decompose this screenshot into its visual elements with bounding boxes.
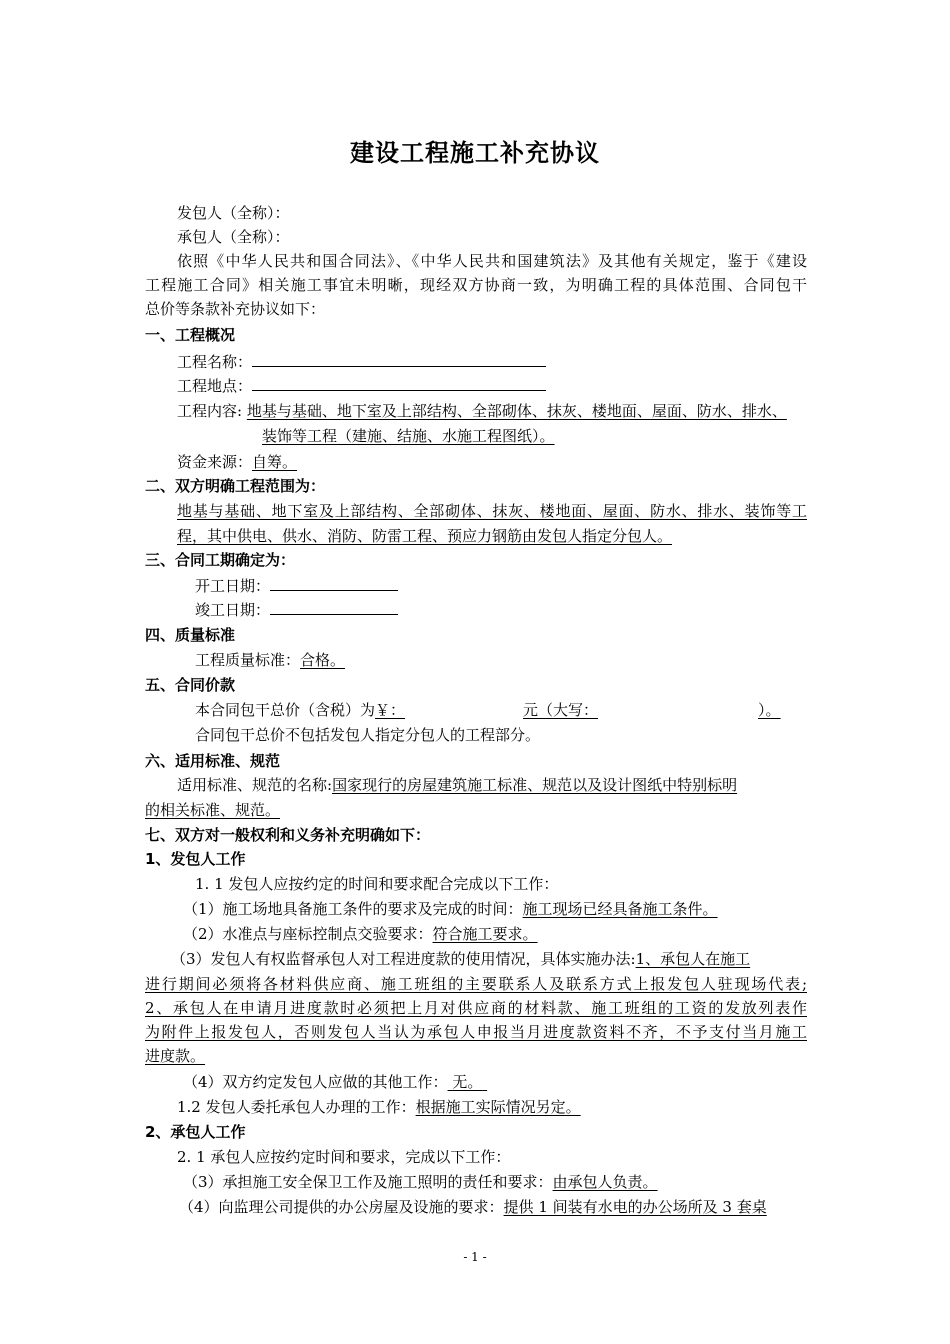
section-4-heading: 四、质量标准 [145,626,236,644]
project-location-blank [252,374,546,391]
project-content-value-1: 地基与基础、地下室及上部结构、全部砌体、抹灰、楼地面、屋面、防水、排水、 [246,402,787,420]
item-3-line-2: 进行期间必须将各材料供应商、施工班组的主要联系人及联系方式上报发包人驻现场代表; [145,975,807,993]
project-content-row [177,400,787,422]
start-date-row [195,574,398,597]
item-4-value [448,1073,488,1091]
contractor-item-3-value: 由承包人负责。 [552,1173,658,1191]
contractor-item-3-row [183,1171,658,1193]
standards-value-1: 国家现行的房屋建筑施工标准、规范以及设计图纸中特别标明 [332,776,738,794]
project-location-label: 工程地点： [177,377,253,395]
contractor-work-heading: 2、承包人工作 [145,1123,246,1141]
price-end: ）。 [758,701,781,719]
item-4-value-text: 无。 [452,1073,483,1091]
standards-row [177,774,737,796]
price-currency: ￥： [375,701,406,719]
item-1-2-row [177,1096,581,1118]
item-1-2-value: 根据施工实际情况另定。 [415,1098,581,1116]
fund-source-value: 自筹。 [252,453,298,471]
item-2-value: 符合施工要求。 [432,925,538,943]
section-6-heading: 六、适用标准、规范 [145,752,281,770]
item-2-1: 2. 1 承包人应按约定时间和要求，完成以下工作： [177,1148,511,1166]
item-1-label: （1）施工场地具备施工条件的要求及完成的时间： [183,900,523,918]
project-content-label: 工程内容: [177,402,243,420]
item-1-2-label: 1.2 发包人委托承包人办理的工作： [177,1098,416,1116]
section-1-heading: 一、工程概况 [145,326,236,344]
contractor-item-4-row [179,1196,767,1218]
contractor-item-4-value: 提供 1 间装有水电的办公场所及 3 套桌 [503,1198,767,1216]
section-5-heading: 五、合同价款 [145,676,236,694]
item-1-1: 1. 1 发包人应按约定的时间和要求配合完成以下工作： [195,875,559,893]
price-note: 合同包干总价不包括发包人指定分包人的工程部分。 [195,726,541,744]
section-7-heading: 七、双方对一般权利和义务补充明确如下： [145,826,431,844]
standards-value-2: 的相关标准、规范。 [145,801,281,819]
item-1-row [183,898,718,920]
project-name-blank [252,350,546,367]
contract-price-value [375,701,781,719]
start-date-blank [270,574,398,591]
scope-line-1: 地基与基础、地下室及上部结构、全部砌体、抹灰、楼地面、屋面、防水、排水、装饰等工 [177,502,807,520]
contractor-item-3-label: （3）承担施工安全保卫工作及施工照明的责任和要求： [183,1173,553,1191]
page-number: - 1 - [463,1250,487,1264]
fund-source-row [177,451,297,473]
contract-price-row [195,699,781,721]
standards-label: 适用标准、规范的名称: [177,776,333,794]
item-1-value: 施工现场已经具备施工条件。 [522,900,718,918]
employer-work-heading: 1、发包人工作 [145,850,246,868]
scope-line-2: 程，其中供电、供水、消防、防雷工程、预应力钢筋由发包人指定分包人。 [177,527,673,545]
price-unit: 元（大写： [523,701,599,719]
end-date-blank [270,598,398,615]
item-3-value-start: 1、承包人在施工 [635,950,751,968]
item-3-line-4: 为附件上报发包人，否则发包人当认为承包人申报当月进度款资料不齐，不予支付当月施工 [145,1023,807,1041]
quality-row [195,649,345,671]
item-2-label: （2）水准点与座标控制点交验要求： [183,925,433,943]
intro-line-2: 工程施工合同》相关施工事宜未明晰，现经双方协商一致，为明确工程的具体范围、合同包干 [145,276,807,294]
section-2-heading: 二、双方明确工程范围为： [145,477,326,495]
employer-label: 发包人（全称）： [177,204,290,222]
quality-value: 合格。 [300,651,346,669]
section-3-heading: 三、合同工期确定为： [145,551,296,569]
start-date-label: 开工日期： [195,577,271,595]
contract-price-label: 本合同包干总价（含税）为 [195,701,376,719]
contractor-label: 承包人（全称）： [177,228,290,246]
end-date-label: 竣工日期： [195,601,271,619]
item-4-label: （4）双方约定发包人应做的其他工作： [183,1073,448,1091]
fund-source-label: 资金来源： [177,453,253,471]
contractor-item-4-label: （4）向监理公司提供的办公房屋及设施的要求： [179,1198,504,1216]
item-3-line-3: 2、承包人在申请月进度款时必须把上月对供应商的材料款、施工班组的工资的发放列表作 [145,999,807,1017]
project-content-value-2: 装饰等工程（建施、结施、水施工程图纸）。 [262,427,555,445]
document-title: 建设工程施工补充协议 [350,139,600,167]
project-name-row [177,350,546,373]
item-3-row [171,948,750,970]
item-2-row [183,923,538,945]
item-3-label: （3）发包人有权监督承包人对工程进度款的使用情况，具体实施办法: [171,950,636,968]
end-date-row [195,598,398,621]
quality-label: 工程质量标准： [195,651,301,669]
project-name-label: 工程名称： [177,353,253,371]
intro-line-3: 总价等条款补充协议如下： [145,300,326,318]
project-location-row [177,374,546,397]
item-3-line-5: 进度款。 [145,1047,206,1065]
item-4-row [183,1071,487,1093]
intro-line-1: 依照《中华人民共和国合同法》、《中华人民共和国建筑法》及其他有关规定，鉴于《建设 [177,252,807,270]
